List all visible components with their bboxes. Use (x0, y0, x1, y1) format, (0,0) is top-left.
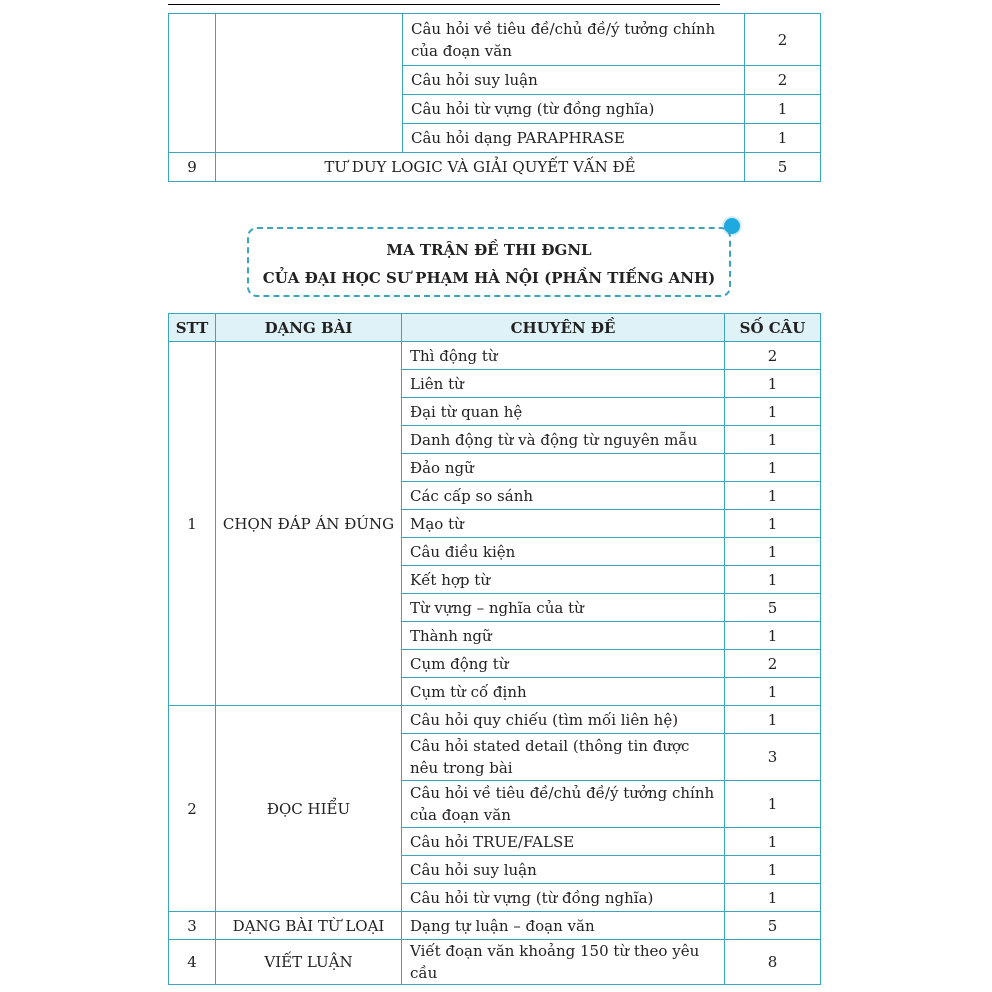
topic-cell: Danh động từ và động từ nguyên mẫu (402, 426, 725, 454)
topic-cell: Thành ngữ (402, 622, 725, 650)
matrix-table-continued (168, 13, 821, 182)
count-cell: 1 (725, 781, 821, 828)
stt-cell-empty (169, 14, 216, 153)
count-cell: 5 (725, 594, 821, 622)
topic-cell: Thì động từ (402, 342, 725, 370)
count-cell: 8 (725, 940, 821, 985)
count-cell: 1 (725, 856, 821, 884)
header-count: SỐ CÂU (725, 314, 821, 342)
title-line-2: CỦA ĐẠI HỌC SƯ PHẠM HÀ NỘI (PHẦN TIẾNG ANH) (262, 269, 716, 287)
topic-cell: Câu hỏi về tiêu đề/chủ đề/ý tưởng chính của đoạn văn (403, 14, 745, 66)
stt-cell: 3 (169, 912, 216, 940)
topic-cell: Câu hỏi TRUE/FALSE (402, 828, 725, 856)
header-topic: CHUYÊN ĐỀ (402, 314, 725, 342)
count-cell: 2 (745, 66, 821, 95)
topic-cell: Mạo từ (402, 510, 725, 538)
topic-cell: Đại từ quan hệ (402, 398, 725, 426)
stt-cell: 2 (169, 706, 216, 912)
title-line-1: MA TRẬN ĐỀ THI ĐGNL (386, 241, 592, 259)
type-cell: CHỌN ĐÁP ÁN ĐÚNG (216, 342, 402, 706)
count-cell: 1 (745, 95, 821, 124)
topic-cell: Câu hỏi stated detail (thông tin được nêu trong bài (402, 734, 725, 781)
type-cell: DẠNG BÀI TỪ LOẠI (216, 912, 402, 940)
topic-cell: Câu hỏi quy chiếu (tìm mối liên hệ) (402, 706, 725, 734)
count-cell: 1 (725, 538, 821, 566)
topic-cell: Từ vựng – nghĩa của từ (402, 594, 725, 622)
type-cell: ĐỌC HIỂU (216, 706, 402, 912)
topic-cell: Câu điều kiện (402, 538, 725, 566)
count-cell: 5 (725, 912, 821, 940)
count-cell: 1 (725, 622, 821, 650)
count-cell: 1 (725, 884, 821, 912)
count-cell: 1 (745, 124, 821, 153)
title-box (247, 227, 731, 297)
count-cell: 1 (725, 370, 821, 398)
topic-cell: Câu hỏi từ vựng (từ đồng nghĩa) (402, 884, 725, 912)
count-cell: 1 (725, 454, 821, 482)
count-cell: 2 (745, 14, 821, 66)
topic-cell: Cụm từ cố định (402, 678, 725, 706)
type-cell-empty (216, 14, 403, 153)
topic-cell: Cụm động từ (402, 650, 725, 678)
topic-cell: Các cấp so sánh (402, 482, 725, 510)
count-cell: 1 (725, 566, 821, 594)
header-stt: STT (169, 314, 216, 342)
count-cell: 5 (745, 153, 821, 182)
topic-cell: Câu hỏi về tiêu đề/chủ đề/ý tưởng chính của đoạn văn (402, 781, 725, 828)
count-cell: 3 (725, 734, 821, 781)
topic-cell: Dạng tự luận – đoạn văn (402, 912, 725, 940)
matrix-table (168, 313, 821, 985)
header-type: DẠNG BÀI (216, 314, 402, 342)
topic-cell: Câu hỏi suy luận (402, 856, 725, 884)
topic-cell: Kết hợp từ (402, 566, 725, 594)
count-cell: 1 (725, 828, 821, 856)
topic-cell: Câu hỏi dạng PARAPHRASE (403, 124, 745, 153)
count-cell: 1 (725, 706, 821, 734)
topic-cell: Câu hỏi từ vựng (từ đồng nghĩa) (403, 95, 745, 124)
topic-cell: Liên từ (402, 370, 725, 398)
topic-cell: Viết đoạn văn khoảng 150 từ theo yêu cầu (402, 940, 725, 985)
count-cell: 1 (725, 482, 821, 510)
count-cell: 2 (725, 342, 821, 370)
type-cell: VIẾT LUẬN (216, 940, 402, 985)
topic-cell: Câu hỏi suy luận (403, 66, 745, 95)
count-cell: 1 (725, 510, 821, 538)
stt-cell: 4 (169, 940, 216, 985)
count-cell: 1 (725, 426, 821, 454)
stt-cell: 9 (169, 153, 216, 182)
count-cell: 1 (725, 398, 821, 426)
topic-cell: Đảo ngữ (402, 454, 725, 482)
top-rule (168, 4, 720, 5)
count-cell: 2 (725, 650, 821, 678)
section-label-cell: TƯ DUY LOGIC VÀ GIẢI QUYẾT VẤN ĐỀ (216, 153, 745, 182)
count-cell: 1 (725, 678, 821, 706)
stt-cell: 1 (169, 342, 216, 706)
